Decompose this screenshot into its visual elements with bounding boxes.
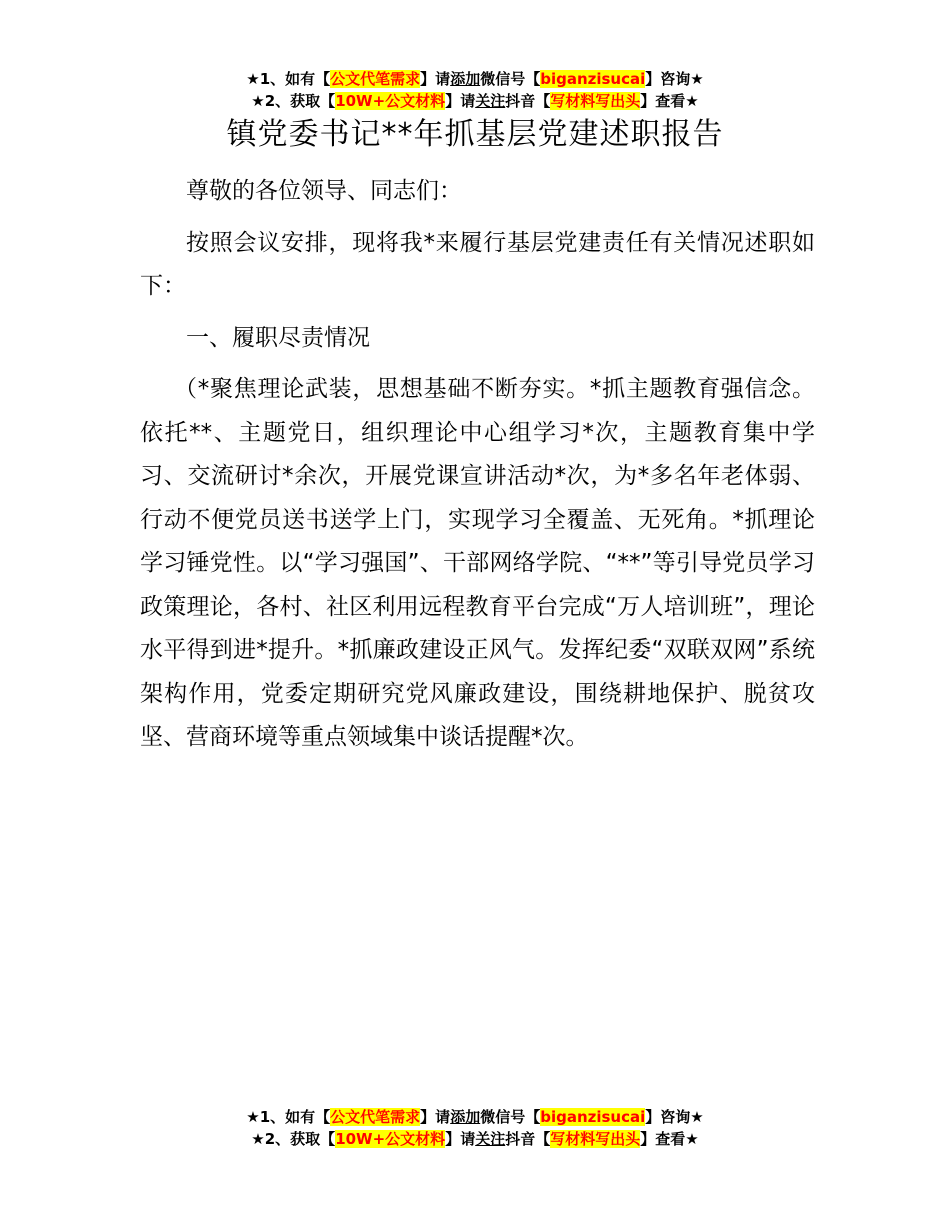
promo-highlight: 10W+公文材料 [335, 1130, 446, 1148]
promo-line-1: ★1、如有【公文代笔需求】请添加微信号【biganzisucai】咨询★ [246, 1108, 704, 1126]
douyin-account: 写材料写出头 [550, 1130, 641, 1148]
document-title: 镇党委书记**年抓基层党建述职报告 [226, 117, 724, 152]
salutation: 尊敬的各位领导、同志们： [186, 178, 462, 204]
promo-line-2: ★2、获取【10W+公文材料】请关注抖音【写材料写出头】查看★ [251, 92, 699, 110]
body-paragraph: （*聚焦理论武装，思想基础不断夯实。*抓主题教育强信念。依托**、主题党日，组织理论中心组学习*次，主题教育集中学习、交流研讨*余次，开展党课宣讲活动*次，为*多名年老体弱、行动不便党员送书送学上门，实现学习全覆盖、无死角。*抓理论学习锤党性。以“学习强国”、干部网络学院、“**”等引导党员学习政策理论，各村、社区利用远程教育平台完成“万人培训班”，理论水平得到进*提升。*抓廉政建设正风气。发挥纪委“双联双网”系统架构作用，党委定期研究党风廉政建设，围绕耕地保护、脱贫攻坚、营商环境等重点领域集中谈话提醒*次。 [140, 376, 815, 750]
intro-paragraph: 按照会议安排，现将我*来履行基层党建责任有关情况述职如下： [140, 229, 815, 299]
douyin-account: 写材料写出头 [550, 92, 641, 110]
document-body [140, 170, 815, 760]
wechat-id: biganzisucai [540, 1108, 646, 1126]
wechat-id: biganzisucai [540, 70, 646, 88]
promo-highlight: 公文代笔需求 [330, 70, 421, 88]
promo-highlight: 公文代笔需求 [330, 1108, 421, 1126]
promo-line-1: ★1、如有【公文代笔需求】请添加微信号【biganzisucai】咨询★ [246, 70, 704, 88]
promo-highlight: 10W+公文材料 [335, 92, 446, 110]
promo-banner-top [0, 68, 950, 112]
section-heading: 一、履职尽责情况 [186, 324, 370, 351]
promo-line-2: ★2、获取【10W+公文材料】请关注抖音【写材料写出头】查看★ [251, 1130, 699, 1148]
promo-banner-bottom [0, 1106, 950, 1150]
